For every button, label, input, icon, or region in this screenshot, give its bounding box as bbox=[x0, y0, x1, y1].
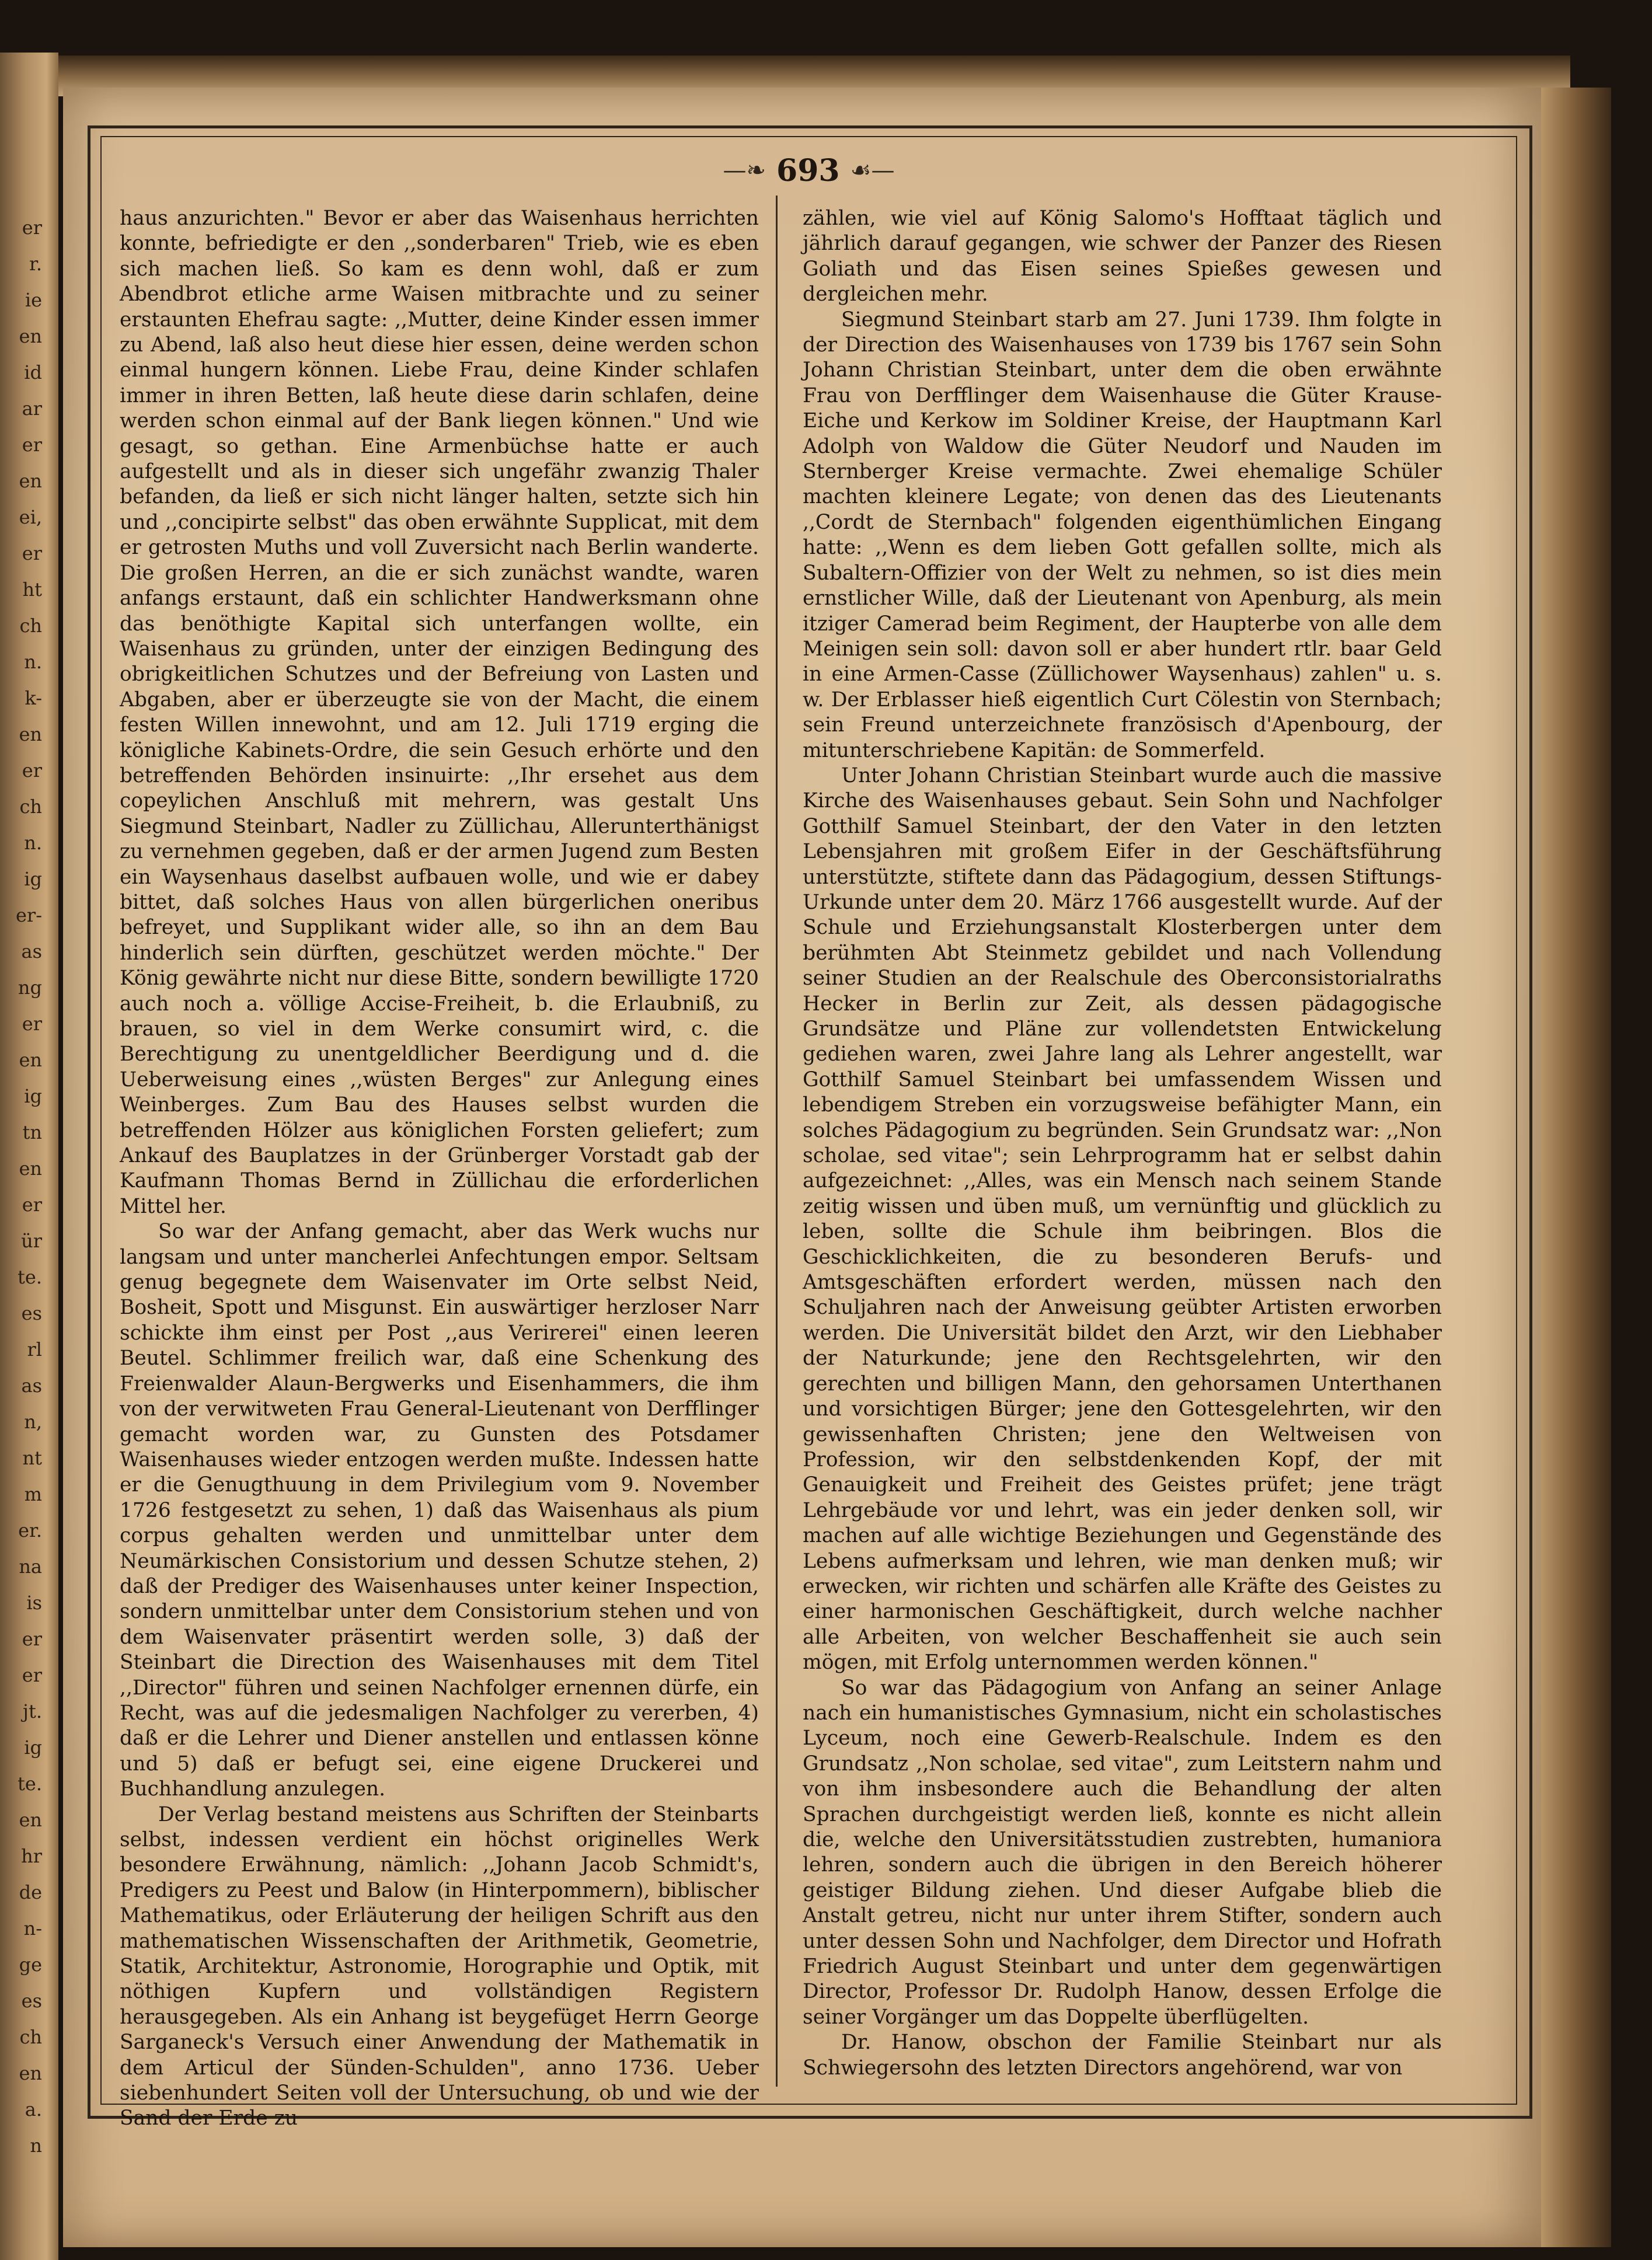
adjacent-page-fragment: as bbox=[21, 940, 42, 962]
adjacent-page-fragment: en bbox=[19, 1809, 42, 1831]
page-right-edge bbox=[1541, 88, 1611, 2247]
adjacent-page-fragment: ür bbox=[21, 1230, 42, 1252]
adjacent-page-fragment: er bbox=[22, 1664, 42, 1686]
column-divider bbox=[776, 196, 778, 2087]
adjacent-page-fragment: k- bbox=[25, 687, 42, 709]
adjacent-page-fragment: de bbox=[19, 1881, 42, 1903]
paragraph: Der Verlag bestand meistens aus Schriften der Steinbarts selbst, indessen verdient ein höchst originelles Werk besondere Erwähnung, nämlich: ,,Johann Jacob Schmidt's, Predigers zu Peest und Balow (in Hinterpommern), biblischer Mathematikus, oder Erläuterung der heiligen Schrift aus den mathematischen Wissenschaften der Arithmetik, Geometrie, Statik, Architektur, Astronomie, Horographie und Optik, mit nöthigen Kupfern und vollständigen Registern herausgegeben. Als ein Anhang ist beygefüget Herrn George Sarganeck's Versuch einer Anwendung der Mathematik in dem Articul der Sünden-Schulden", anno 1736. Ueber siebenhundert Seiten voll der Untersuchung, ob und wie der Sand der Erde zu bbox=[120, 1802, 759, 2130]
adjacent-page-fragment: is bbox=[26, 1592, 42, 1614]
adjacent-page-fragment: er bbox=[22, 542, 42, 564]
adjacent-page-fragment: tn bbox=[22, 1121, 42, 1143]
adjacent-page-fragment: as bbox=[21, 1375, 42, 1397]
adjacent-page-fragment: ig bbox=[24, 1736, 42, 1759]
adjacent-page-fragment: te. bbox=[18, 1773, 42, 1795]
adjacent-page-fragment: te. bbox=[18, 1266, 42, 1288]
adjacent-page-fragment: ch bbox=[19, 2026, 42, 2048]
adjacent-page-fragment: a. bbox=[25, 2098, 42, 2121]
adjacent-page-fragment: r. bbox=[29, 253, 42, 275]
text-column-left bbox=[120, 206, 759, 2132]
paragraph: So war das Pädagogium von Anfang an seiner Anlage nach ein humanistisches Gymnasium, nicht ein scholastisches Lyceum, noch eine Gewerb-Realschule. Indem es den Grundsatz ,,Non scholae, sed vitae", zum Leitstern nahm und von ihm insbesondere auch die Behandlung der alten Sprachen durchgeistigt werden ließ, konnte es nicht allein die, welche den Universitätsstudien zustrebten, humaniora lehren, sondern auch die übrigen in den Bereich höherer geistiger Bildung ziehen. Und dieser Aufgabe blieb die Anstalt getreu, nicht nur unter ihrem Stifter, sondern auch unter dessen Sohn und Nachfolger, dem Director und Hofrath Friedrich August Steinbart und unter dem gegenwärtigen Director, Professor Dr. Rudolph Hanow, dessen Erfolge die seiner Vorgänger um das Doppelte überflügelten. bbox=[803, 1676, 1442, 2029]
text-column-right bbox=[803, 206, 1442, 2081]
adjacent-page-fragment: ge bbox=[19, 1954, 42, 1976]
adjacent-page-fragment: es bbox=[21, 1990, 42, 2012]
adjacent-page-fragment: na bbox=[19, 1556, 42, 1578]
adjacent-page-fragment: ar bbox=[22, 397, 42, 420]
adjacent-page-fragment: ng bbox=[18, 976, 42, 999]
adjacent-page-edge bbox=[0, 53, 58, 2260]
adjacent-page-fragment: id bbox=[24, 361, 42, 383]
adjacent-page-fragment: ig bbox=[24, 1085, 42, 1107]
adjacent-page-fragment: es bbox=[21, 1302, 42, 1324]
adjacent-page-fragment: en bbox=[19, 1049, 42, 1071]
adjacent-page-fragment: ie bbox=[25, 289, 42, 311]
adjacent-page-fragment: ch bbox=[19, 615, 42, 637]
paragraph: zählen, wie viel auf König Salomo's Hofftaat täglich und jährlich darauf gegangen, wie schwer der Panzer des Riesen Goliath und das Eisen seines Spießes gewesen und dergleichen mehr. bbox=[803, 207, 1442, 306]
adjacent-page-fragment: er- bbox=[15, 904, 42, 926]
paragraph: haus anzurichten." Bevor er aber das Waisenhaus herrichten konnte, befriedigte er den ,,sonderbaren" Trieb, wie es eben sich machen ließ. So kam es denn wohl, daß er zum Abendbrot etliche arme Waisen mitbrachte und zu seiner erstaunten Ehefrau sagte: ,,Mutter, deine Kinder essen immer zu Abend, laß also heut diese hier essen, deine werden schon einmal hungern können. Liebe Frau, deine Kinder schlafen immer in ihren Betten, laß heute diese darin schlafen, deine werden schon einmal auf der Bank liegen können." Und wie gesagt, so gethan. Eine Armenbüchse hatte er auch aufgestellt und als in dieser sich ungefähr zwanzig Thaler befanden, da ließ er sich nicht länger halten, setzte sich hin und ,,concipirte selbst" das oben erwähnte Supplicat, mit dem er getrosten Muths und voll Zuversicht nach Berlin wanderte. Die großen Herren, an die er sich zunächst wandte, waren anfangs erstaunt, daß ein schlichter Handwerksmann ohne das benöthigte Kapital sich unterfangen wollte, ein Waisenhaus zu gründen, unter der einzigen Bedingung des obrigkeitlichen Schutzes und der Befreiung von Lasten und Abgaben, aber er überzeugte sie von der Macht, die einem festen Willen innewohnt, und am 12. Juli 1719 erging die königliche Kabinets-Ordre, die sein Gesuch erhörte und den betreffenden Behörden insinuirte: ,,Ihr ersehet aus dem copeylichen Anschluß mit mehrern, was gestalt Uns Siegmund Steinbart, Nadler zu Züllichau, Allerunterthänigst zu vernehmen gegeben, daß er der armen Jugend zum Besten ein Waysenhaus daselbst aufbauen wolle, und wie er dabey bittet, daß solches Haus von allen bürgerlichen oneribus befreyet, und Supplikant wider alle, so ihn an dem Bau hinderlich sein dürften, geschützet werden möchte." Der König gewährte nicht nur diese Bitte, sondern bewilligte 1720 auch noch a. völlige Accise-Freiheit, b. die Erlaubniß, zu brauen, so viel in dem Werke consumirt wird, c. die Berechtigung zu unentgeldlicher Beerdigung und d. die Ueberweisung eines ,,wüsten Berges" zur Anlegung eines Weinberges. Zum Bau des Hauses selbst wurden die betreffenden Hölzer aus königlichen Forsten geliefert; zum Ankauf des Bauplatzes in der Grünberger Vorstadt gab der Kaufmann Thomas Bernd in Züllichau die erforderlichen Mittel her. bbox=[120, 207, 759, 1218]
adjacent-page-fragment: er bbox=[22, 434, 42, 456]
adjacent-page-fragment: er bbox=[22, 217, 42, 239]
adjacent-page-fragment: hr bbox=[21, 1845, 42, 1867]
adjacent-page-fragment: jt. bbox=[23, 1700, 42, 1722]
adjacent-page-fragment: n- bbox=[23, 1917, 42, 1940]
adjacent-page-fragment: n bbox=[30, 2135, 42, 2157]
adjacent-page-fragment: en bbox=[19, 723, 42, 745]
page-header bbox=[100, 153, 1517, 188]
paragraph: Dr. Hanow, obschon der Familie Steinbart nur als Schwiegersohn des letzten Directors angehörend, war von bbox=[803, 2031, 1442, 2080]
adjacent-page-fragment: n. bbox=[24, 832, 42, 854]
adjacent-page-fragment: en bbox=[19, 1157, 42, 1180]
adjacent-page-fragment: ht bbox=[22, 578, 42, 601]
adjacent-page-fragment: m bbox=[24, 1483, 42, 1505]
adjacent-page-fragment: ei, bbox=[19, 506, 42, 528]
adjacent-page-fragment: er bbox=[22, 1194, 42, 1216]
ornament-right: ☙— bbox=[850, 157, 895, 184]
adjacent-page-fragment: nt bbox=[22, 1447, 42, 1469]
adjacent-page-fragment: rl bbox=[27, 1338, 42, 1361]
paragraph: Unter Johann Christian Steinbart wurde auch die massive Kirche des Waisenhauses gebaut. Sein Sohn und Nachfolger Gotthilf Samuel Steinbart, der den Vater in den letzten Lebensjahren mit großem Eifer in der Geschäftsführung unterstützte, stiftete dann das Pädagogium, dessen Stiftungs-Urkunde unter dem 20. März 1766 ausgestellt wurde. Auf der Schule und Erziehungsanstalt Klosterbergen unter dem berühmten Abt Steinmetz gebildet und nach Vollendung seiner Studien an der Realschule des Oberconsistorialraths Hecker in Berlin zur Zeit, als dessen pädagogische Grundsätze und Pläne zur vollendetsten Entwickelung gediehen waren, zwei Jahre lang als Lehrer angestellt, war Gotthilf Samuel Steinbart bei umfassendem Wissen und lebendigem Streben ein vorzugsweise befähigter Mann, ein solches Pädagogium zu begründen. Sein Grundsatz war: ,,Non scholae, sed vitae"; sein Lehrprogramm hat er selbst dahin aufgezeichnet: ,,Alles, was ein Mensch nach seinem Stande zeitig wissen und üben muß, um vernünftig und glücklich zu leben, sollte die Schule ihm beibringen. Blos die Geschicklichkeiten, die zu besonderen Berufs- und Amtsgeschäften erfordert werden, müssen nach den Schuljahren nach der Anweisung geübter Artisten erworben werden. Die Universität bildet den Arzt, wir den Liebhaber der Naturkunde; jene den Rechtsgelehrten, wir den gerechten und billigen Mann, den gehorsamen Unterthanen und vorsichtigen Bürger; jene den Gottesgelehrten, wir den gewissenhaften Christen; jene den Weltweisen von Profession, wir den selbstdenkenden Kopf, der mit Genauigkeit und Freiheit des Geistes prüfet; jene trägt Lehrgebäude vor und lehrt, was ein jeder denken soll, wir machen auf alle wichtige Beziehungen und Gegenstände des Lebens aufmerksam und lehren, wie man denken muß; wir erwecken, wir richten und schärfen alle Kräfte des Geistes zu einer harmonischen Geschäftigkeit, durch welche nachher alle Arbeiten, von welcher Beschaffenheit sie auch sein mögen, mit Erfolg unternommen werden können." bbox=[803, 763, 1442, 1675]
adjacent-page-fragment: en bbox=[19, 2062, 42, 2084]
adjacent-page-fragment: er bbox=[22, 1628, 42, 1650]
ornament-left: —❧ bbox=[723, 157, 766, 184]
adjacent-page-fragment: en bbox=[19, 325, 42, 347]
paragraph: So war der Anfang gemacht, aber das Werk wuchs nur langsam und unter mancherlei Anfechtungen empor. Seltsam genug begegnete dem Waisenvater im Orte selbst Neid, Bosheit, Spott und Misgunst. Ein auswärtiger herzloser Narr schickte ihm einst per Post ,,aus Verirerei" einen leeren Beutel. Schlimmer freilich war, daß eine Schenkung des Freienwalder Alaun-Bergwerks und Eisenhammers, die ihm von der verwitweten Frau General-Lieutenant von Derfflinger gemacht worden war, zu Gunsten des Potsdamer Waisenhauses wieder entzogen werden mußte. Indessen hatte er die Genugthuung in dem Privilegium vom 9. November 1726 festgesetzt zu sehen, 1) daß das Waisenhaus als pium corpus gehalten werden und unmittelbar unter dem Neumärkischen Consistorium und dessen Schutze stehen, 2) daß der Prediger des Waisenhauses unter keiner Inspection, sondern unmittelbar unter dem Consistorium stehen und von dem Waisenvater präsentirt werden solle, 3) daß der Steinbart die Direction des Waisenhauses mit dem Titel ,,Director" führen und seinen Nachfolger ernennen dürfe, ein Recht, was auf die jedesmaligen Nachfolger zu vererben, 4) daß er die Lehrer und Diener anstellen und entlassen könne und 5) daß er befugt sei, eine eigene Druckerei und Buchhandlung anzulegen. bbox=[120, 1220, 759, 1801]
paragraph: Siegmund Steinbart starb am 27. Juni 1739. Ihm folgte in der Direction des Waisenhauses von 1739 bis 1767 sein Sohn Johann Christian Steinbart, unter dem die oben erwähnte Frau von Derfflinger dem Waisenhause die Güter Krause-Eiche und Kerkow im Soldiner Kreise, der Hauptmann Karl Adolph von Waldow die Güter Neudorf und Nauden im Sternberger Kreise vermachte. Zwei ehemalige Schüler machten kleinere Legate; von denen das des Lieutenants ,,Cordt de Sternbach" folgenden eigenthümlichen Eingang hatte: ,,Wenn es dem lieben Gott gefallen sollte, mich als Subaltern-Offizier von der Welt zu nehmen, so ist dies mein ernstlicher Wille, daß der Lieutenant von Apenburg, als mein itziger Camerad beim Regiment, der Haupterbe von alle dem Meinigen sein soll: davon soll er aber hundert rtlr. baar Geld in eine Armen-Casse (Züllichower Waysenhaus) zahlen" u. s. w. Der Erblasser hieß eigentlich Curt Cölestin von Sternbach; sein Freund unterzeichnete französisch d'Apenbourg, der mitunterschriebene Kapitän: de Sommerfeld. bbox=[803, 308, 1442, 762]
adjacent-page-fragment: n. bbox=[24, 651, 42, 673]
adjacent-page-fragment: er bbox=[22, 1013, 42, 1035]
adjacent-page-fragment: er bbox=[22, 759, 42, 782]
adjacent-page-fragment: n, bbox=[24, 1411, 42, 1433]
adjacent-page-fragment: er. bbox=[18, 1519, 42, 1541]
adjacent-page-fragment: en bbox=[19, 470, 42, 492]
adjacent-page-fragment: ig bbox=[24, 868, 42, 890]
page-number: 693 bbox=[776, 152, 840, 189]
adjacent-page-fragment: ch bbox=[19, 796, 42, 818]
